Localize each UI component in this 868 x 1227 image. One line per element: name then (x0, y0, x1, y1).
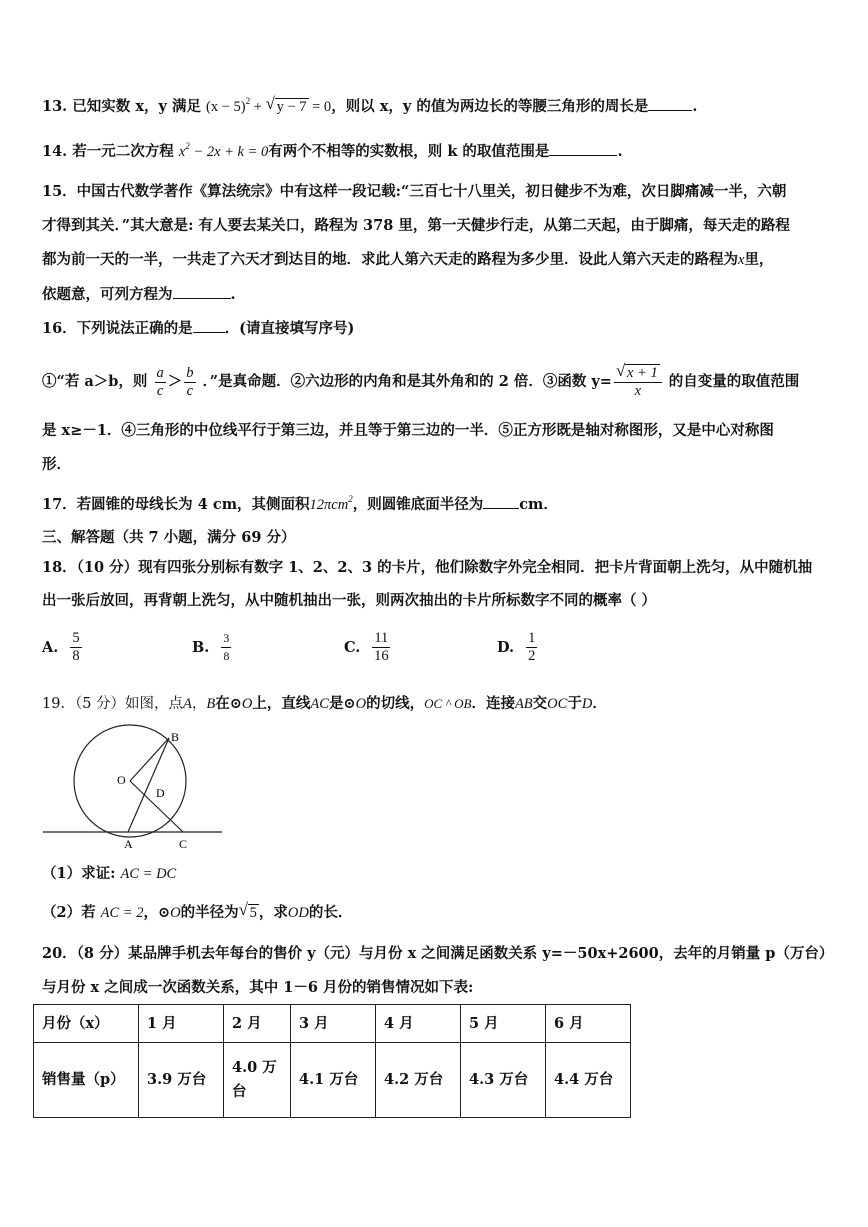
question-18-line-2: 出一张后放回，再背朝上洗匀，从中随机抽出一张，则两次抽出的卡片所标数字不同的概率（ ） (42, 592, 657, 609)
answer-blank (648, 96, 692, 111)
question-14: 14. 若一元二次方程 $x^2 - 2x + k = 0$有两个不相等的实数根，则 k 的取值范围是 . (42, 141, 623, 160)
fraction-b-over-c: $\frac{b}{c}$ (186, 364, 194, 399)
table-cell: 4.4 万台 (546, 1043, 631, 1118)
question-16-line-4: 形． (42, 456, 71, 473)
table-header-cell: 1 月 (139, 1005, 224, 1043)
table-header-cell: 6 月 (546, 1005, 631, 1043)
sales-table (33, 1004, 631, 1118)
table-header-cell: 5 月 (461, 1005, 546, 1043)
question-15-line-2: 才得到其关．”其大意是: 有人要去某关口，路程为 378 里，第一天健步行走，从第二天起，由于脚痛，每天走的路程 (42, 217, 790, 234)
table-header-cell: 2 月 (224, 1005, 291, 1043)
table-cell: 4.3 万台 (461, 1043, 546, 1118)
question-16-line-1: 16．下列说法正确的是 ．(请直接填写序号) (42, 320, 355, 337)
table-cell: 4.1 万台 (291, 1043, 376, 1118)
question-20-line-2: 与月份 x 之间成一次函数关系，其中 1－6 月份的销售情况如下表: (42, 979, 474, 996)
question-15-line-3: 都为前一天的一半，一共走了六天才到达目的地．求此人第六天走的路程为多少里．设此人第六天走的路程为x里， (42, 251, 774, 268)
question-20-line-1: 20．（8 分）某品牌手机去年每台的售价 y（元）与月份 x 之间满足函数关系 y=－50x+2600，去年的月销量 p（万台） (42, 945, 834, 962)
option-b[interactable]: B. $\frac{3}{8}$ (192, 631, 230, 663)
fraction-sqrt-over-x: √ x + 1 x (614, 365, 662, 400)
sqrt-sign: √ y − 7 (265, 94, 307, 115)
fraction-a-over-c: $\frac{a}{c}$ (156, 364, 164, 399)
option-c[interactable]: C. $\frac{11}{16}$ (344, 630, 389, 664)
question-15-line-4: 依题意，可列方程为 . (42, 286, 236, 303)
table-row (34, 1043, 631, 1118)
sqrt-sign: √ 5 (238, 900, 257, 921)
option-d[interactable]: D. $\frac{1}{2}$ (497, 630, 536, 664)
table-header-cell: 4 月 (376, 1005, 461, 1043)
table-header-cell: 月份（x） (34, 1005, 139, 1043)
label-d: D (156, 786, 165, 800)
q13-expression: $(x - 5)^2$ + √ y − 7 = 0 (206, 94, 332, 115)
q19-part-2: （2）若 AC = 2，⊙O的半径为 √ 5 ，求OD的长． (42, 900, 353, 921)
answer-blank (193, 318, 225, 333)
section-heading: 三、解答题（共 7 小题，满分 69 分） (42, 529, 296, 546)
option-a[interactable]: A. $\frac{5}{8}$ (42, 630, 80, 664)
answer-blank (549, 141, 617, 156)
question-19: 19．（5 分）如图，点A，B在⊙O上，直线AC是⊙O的切线，OC ^ OB．连接AB交OC于D． (42, 695, 607, 712)
label-a: A (124, 837, 133, 851)
answer-blank (483, 494, 519, 509)
label-o: O (117, 773, 126, 787)
table-header-cell: 3 月 (291, 1005, 376, 1043)
circle-tangent-figure (40, 722, 230, 854)
question-15-line-1: 15．中国古代数学著作《算法统宗》中有这样一段记载:“三百七十八里关，初日健步不为难，次日脚痛减一半，六朝 (42, 183, 787, 200)
table-cell: 4.0 万台 (224, 1043, 291, 1118)
question-18-line-1: 18．（10 分）现有四张分别标有数字 1、2、2、3 的卡片，他们除数字外完全相同．把卡片背面朝上洗匀，从中随机抽 (42, 559, 813, 576)
question-13: 13. 已知实数 x，y 满足 $(x - 5)^2$ + √ y − 7 = 0，则以 x，y 的值为两边长的等腰三角形的周长是 . (42, 94, 698, 115)
table-row (34, 1005, 631, 1043)
sqrt-sign: √ x + 1 (615, 360, 658, 381)
q18-options (42, 630, 742, 676)
label-b: B (171, 730, 180, 744)
segment-ob (130, 738, 169, 781)
q19-part-1: （1）求证: AC = DC (42, 865, 177, 882)
table-cell: 4.2 万台 (376, 1043, 461, 1118)
question-17: 17．若圆锥的母线长为 4 cm，其侧面积12πcm$^2$，则圆锥底面半径为 cm． (42, 494, 558, 513)
table-cell: 3.9 万台 (139, 1043, 224, 1118)
lateral-area: 12πcm$^2$ (309, 494, 353, 513)
question-16-line-3: 是 x≥－1．④三角形的中位线平行于第三边，并且等于第三边的一半．⑤正方形既是轴对称图形，又是中心对称图 (42, 422, 774, 439)
answer-blank (173, 284, 231, 299)
table-cell: 销售量（p） (34, 1043, 139, 1118)
question-16-line-2: ①“若 a＞b，则 $\frac{a}{c}$ ＞ $\frac{b}{c}$ ．”是真命题．②六边形的内角和是其外角和的 2 倍．③函数 y= √ x + 1 x 的自变量的取值范围 (42, 360, 800, 399)
q14-equation: $x^2 - 2x + k = 0$ (178, 141, 269, 160)
label-c: C (179, 837, 188, 851)
